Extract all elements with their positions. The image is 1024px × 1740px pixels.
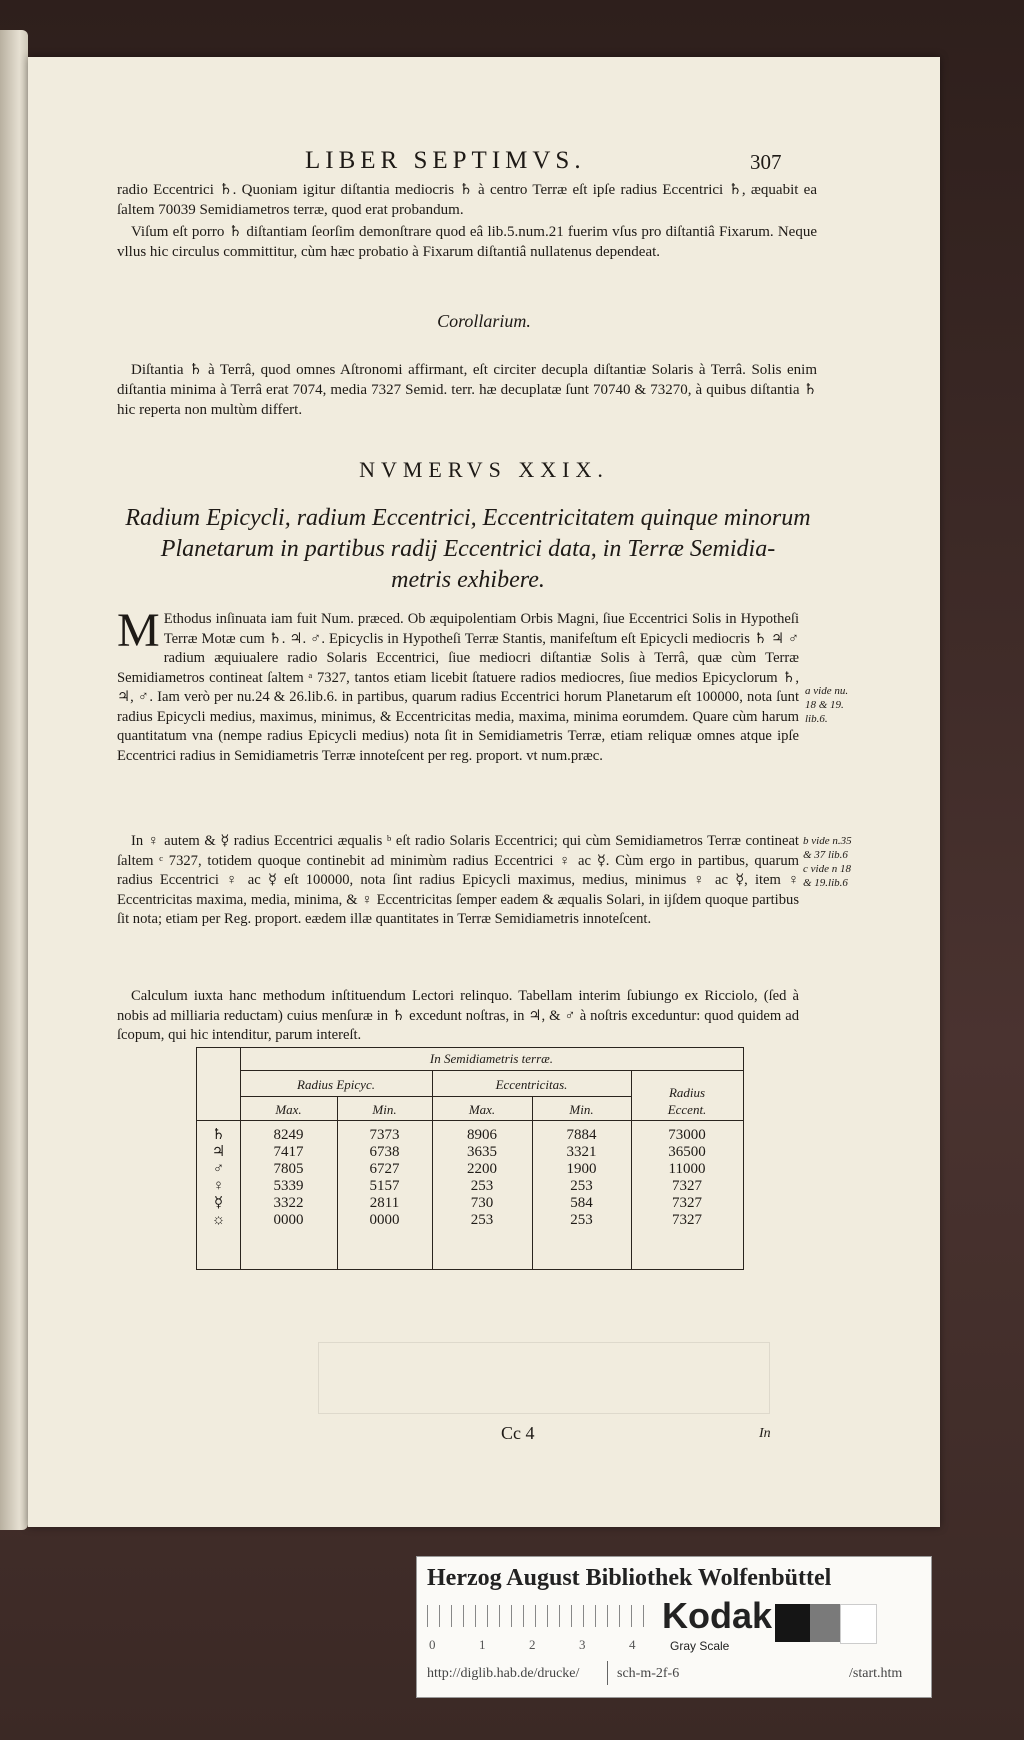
gray-swatch-dark [775,1604,810,1642]
heading-line-2: Planetarum in partibus radij Eccentrici data, in Terræ Semidia- [160,536,776,562]
header-radius-line-2: Eccent. [667,1102,707,1117]
table-cell: 8906 [467,1127,497,1143]
table-cell: 7417 [273,1144,304,1160]
table-cell: 730 [470,1195,494,1211]
table-cell: 6727 [369,1161,400,1177]
section-title: NVMERVS XXIX. [359,457,609,482]
margin-note-b [803,834,852,890]
table-cell: 7327 [672,1178,702,1194]
table-cell: 73000 [668,1127,706,1143]
table-cell: 0000 [369,1212,400,1228]
ecc-min-column [532,1127,631,1229]
table-cell: 2200 [467,1161,497,1177]
library-title: Herzog August Bibliothek Wolfenbüttel [427,1565,832,1591]
catch-word: In [759,1426,771,1441]
table-cell: 5157 [369,1178,400,1194]
planet-sun: ☼ [211,1212,226,1228]
paragraph-6: Calculum iuxta hanc methodum inſtituendum Lectori relinquo. Tabellam interim ſubiungo ex Ricciolo, (ſed à nobis ad milliaria reductam) cuius menſuræ in ♄ excedunt noſtras, in ♃, & ♂ à noſtris exceduntur: quod quidem ad ſcopum, qui hic intenditur, parum intereſt. [117,988,799,1043]
table-cell: 253 [470,1178,494,1194]
margin-note-b-line-1: b vide n.35 [803,835,852,847]
facing-page-edge [0,30,28,1530]
table-cell: 253 [470,1212,494,1228]
section-heading [108,503,828,596]
heading-line-3: metris exhibere. [391,567,545,593]
paragraph-3: Diſtantia ♄ à Terrâ, quod omnes Aſtronomi affirmant, eſt circiter decupla diſtantiæ Solaris à Terrâ. Solis enim diſtantia minima à Terrâ erat 7074, media 7327 Semid. terr. hæ decuplatæ ſunt 70740 & 73270, à quibus diſtantia ♄ hic reperta non multùm differt. [117,362,817,418]
url-right: /start.htm [849,1666,903,1681]
show-through-table [318,1342,770,1414]
table-cell: 2811 [369,1195,400,1211]
planet-mars: ♂ [212,1161,225,1177]
ruler-scale [427,1605,652,1633]
table-cell: 7805 [273,1161,304,1177]
planet-saturn: ♄ [211,1127,226,1143]
header-ecc-max: Max. [468,1102,496,1117]
paragraph-5: In ♀ autem & ☿ radius Eccentrici æqualis ᵇ eſt radio Solaris Eccentrici; qui cùm Semidiametros Terræ contineat ſaltem ᶜ 7327, totidem quoque continebit ad minimùm radius Eccentrici ♀ ac ☿. Cùm ergo in partibus, quarum radius Eccentrici ♀ ac ☿ eſt 100000, nota ſint radius Epicycli maximus, medius, minimus ♀ ac ☿, item ♀ Eccentricitas maxima, media, minima, & ♀ Eccentricitas ſemper eadem & æqualis Solari, in ijſdem quoque partibus ſit nota; etiam per Reg. proport. eædem illæ quantitates in Terræ Semidiametris innoteſcent. [117,833,799,927]
running-head: LIBER SEPTIMVS. [305,147,586,174]
url-middle: sch-m-2f-6 [617,1666,680,1681]
table-cell: 5339 [273,1178,304,1194]
planet-column [197,1127,240,1229]
table-top-header: In Semidiametris terræ. [429,1051,554,1066]
table-cell: 7884 [566,1127,597,1143]
corollary-title: Corollarium. [437,311,531,331]
dropcap: M [117,604,160,657]
gray-scale-label: Gray Scale [670,1639,730,1653]
epi-max-column [240,1127,337,1229]
table-cell: 3322 [273,1195,304,1211]
paragraph-2: Viſum eſt porro ♄ diſtantiam ſeorſim demonſtrare quod eâ lib.5.num.21 fuerim vſus pro diſtantiâ Fixarum. Neque vllus hic circulus committitur, cùm hæc probatio à Fixarum diſtantiâ nullatenus dependeat. [117,224,817,260]
margin-note-a-line-1: a vide nu. [805,685,849,697]
table-cell: 7373 [369,1127,400,1143]
planet-mercury: ☿ [213,1195,224,1211]
planet-venus: ♀ [212,1178,225,1194]
planet-jupiter: ♃ [211,1144,226,1160]
url-separator [607,1661,608,1685]
table-cell: 0000 [273,1212,304,1228]
table-cell: 3321 [566,1144,597,1160]
table-cell: 584 [570,1195,593,1211]
table-cell: 8249 [273,1127,304,1143]
epi-min-column [337,1127,432,1229]
ecc-max-column [432,1127,532,1229]
ruler-number: 4 [629,1637,636,1652]
paragraph-4 [117,604,799,766]
margin-note-b-line-4: & 19.lib.6 [803,877,848,889]
page-number: 307 [750,150,782,174]
margin-note-b-line-3: c vide n 18 [803,863,851,875]
header-radius-line-1: Radius [668,1085,706,1100]
table-cell: 7327 [672,1195,702,1211]
book-page [28,57,940,1527]
margin-note-a-line-2: 18 & 19. [805,699,844,711]
url-left: http://diglib.hab.de/drucke/ [427,1666,580,1681]
ruler-number: 3 [579,1637,586,1652]
kodak-logo: Kodak [662,1595,773,1636]
radius-column [631,1127,743,1229]
ruler-number: 2 [529,1637,536,1652]
gray-swatch-light [840,1604,877,1644]
table-cell: 6738 [369,1144,400,1160]
header-epi-max: Max. [275,1102,302,1117]
table-cell: 1900 [566,1161,597,1177]
header-radius-epicycli: Radius Epicyc. [297,1077,375,1092]
ruler-number: 1 [479,1637,486,1652]
table-cell: 11000 [668,1161,706,1177]
table-cell: 36500 [668,1144,706,1160]
data-table [196,1047,744,1270]
table-cell: 7327 [672,1212,702,1228]
header-radius-eccent [631,1084,743,1118]
header-ecc-min: Min. [569,1102,594,1117]
ruler-number: 0 [429,1637,436,1652]
table-cell: 253 [570,1212,593,1228]
gray-swatch-mid [810,1604,840,1642]
color-calibration-card [416,1556,932,1698]
header-epi-min: Min. [372,1102,397,1117]
margin-note-a-line-3: lib.6. [805,713,828,725]
signature-mark: Cc 4 [501,1423,535,1443]
table-cell: 3635 [467,1144,497,1160]
paragraph-4-text: Ethodus inſinuata iam fuit Num. præced. Ob æquipolentiam Orbis Magni, ſiue Eccentrici Solis in Hypotheſi Terræ Motæ cum ♄. ♃. ♂. Epicyclis in Hypotheſi Terræ Stantis, manifeſtum eſt Epicycli mediocris ♄ ♃ ♂ radium æquiualere radio Solaris Eccentrici, ſiue mediocri diſtantiæ Solis à Terrâ, quæ cùm Terræ Semidiametros contineat ſaltem ᵃ 7327, tantos etiam licebit ſtatuere radios mediocres, ſiue medios Epicyclorum ♄, ♃, ♂. Iam verò per nu.24 & 26.lib.6. in partibus, quarum radius Eccentrici horum Planetarum eſt 100000, nota ſunt radius Epicycli medius, maximus, minimus, & Eccentricitas media, maxima, minima eorumdem. Quare cùm harum quantitatum vna (nempe radius Epicycli medius) nota ſit in Semidiametris Terræ, etiam reliquæ omnes atque ipſe Eccentrici radius in Semidiametris Terræ innoteſcent per reg. proport. vt num.præc. [117,611,799,764]
heading-line-1: Radium Epicycli, radium Eccentrici, Eccentricitatem quinque minorum [125,505,811,531]
margin-note-a [805,684,848,726]
header-eccentricitas: Eccentricitas. [495,1077,568,1092]
margin-note-b-line-2: & 37 lib.6 [803,849,848,861]
paragraph-1: radio Eccentrici ♄. Quoniam igitur diſtantia mediocris ♄ à centro Terræ eſt ipſe radius Eccentrici ♄, æquabit ea ſaltem 70039 Semidiametros terræ, quod erat probandum. [117,182,817,218]
table-cell: 253 [570,1178,593,1194]
